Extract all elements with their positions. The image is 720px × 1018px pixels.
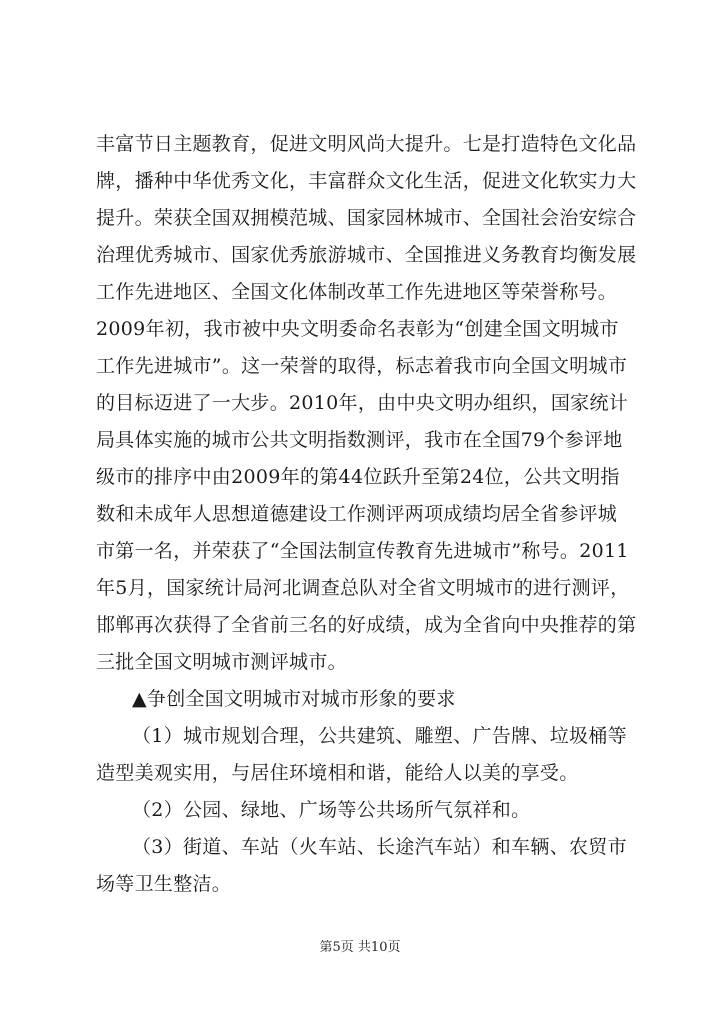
body-text-line: 级市的排序中由2009年的第44位跃升至第24位，公共文明指 bbox=[96, 466, 620, 488]
section-heading: ▲争创全国文明城市对城市形象的要求 bbox=[132, 688, 456, 710]
body-text-line: 工作先进城市”。这一荣誉的取得，标志着我市向全国文明城市 bbox=[96, 355, 628, 377]
body-text-line: 的目标迈进了一大步。2010年，由中央文明办组织，国家统计 bbox=[96, 392, 629, 414]
body-text-line: 丰富节日主题教育，促进文明风尚大提升。七是打造特色文化品 bbox=[96, 133, 637, 155]
page-number-footer: 第5页 共10页 bbox=[319, 940, 401, 955]
body-text-line: 治理优秀城市、国家优秀旅游城市、全国推进义务教育均衡发展 bbox=[96, 244, 637, 266]
body-text-line: 邯郸再次获得了全省前三名的好成绩，成为全省向中央推荐的第 bbox=[96, 614, 637, 636]
body-text-line: 2009年初，我市被中央文明委命名表彰为“创建全国文明城市 bbox=[96, 318, 619, 340]
body-text-line: 三批全国文明城市测评城市。 bbox=[96, 651, 347, 673]
body-text-line: 牌，播种中华优秀文化，丰富群众文化生活，促进文化软实力大 bbox=[96, 170, 637, 192]
list-item-text: 造型美观实用，与居住环境相和谐，能给人以美的享受。 bbox=[96, 762, 579, 784]
body-text-line: 数和未成年人思想道德建设工作测评两项成绩均居全省参评城 bbox=[96, 503, 618, 525]
body-text-line: 市第一名，并荣获了“全国法制宣传教育先进城市”称号。2011 bbox=[96, 540, 629, 562]
list-item-text: （2）公园、绿地、广场等公共场所气氛祥和。 bbox=[132, 799, 531, 821]
body-text-line: 工作先进地区、全国文化体制改革工作先进地区等荣誉称号。 bbox=[96, 281, 618, 303]
body-text-line: 提升。荣获全国双拥模范城、国家园林城市、全国社会治安综合 bbox=[96, 207, 637, 229]
list-item-text: （3）街道、车站（火车站、长途汽车站）和车辆、农贸市 bbox=[132, 836, 627, 858]
body-text-line: 年5月，国家统计局河北调查总队对全省文明城市的进行测评， bbox=[96, 577, 630, 599]
list-item-text: 场等卫生整洁。 bbox=[96, 873, 232, 895]
body-text-line: 局具体实施的城市公共文明指数测评，我市在全国79个参评地 bbox=[96, 429, 623, 451]
list-item-text: （1）城市规划合理，公共建筑、雕塑、广告牌、垃圾桶等 bbox=[132, 725, 627, 747]
